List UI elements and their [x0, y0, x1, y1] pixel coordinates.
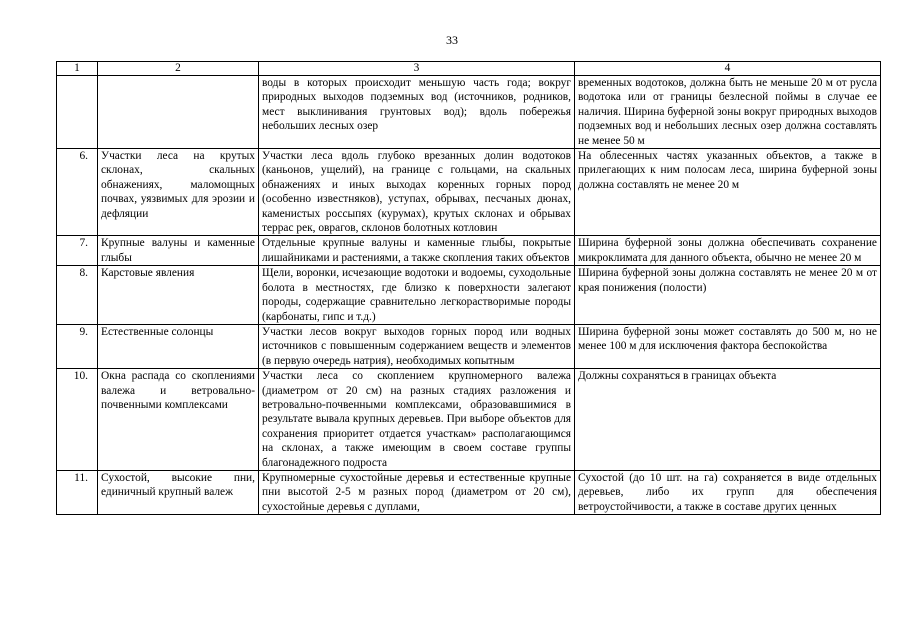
buffer-requirement: Сухостой (до 10 шт. на га) сохраняется в виде отдельных деревьев, либо их групп для обеспечения ветроустойчивости, а также в составе других ценных: [575, 470, 881, 514]
table-row: [57, 266, 881, 325]
object-description: Отдельные крупные валуны и каменные глыбы, покрытые лишайниками и растениями, а также скопления таких объектов: [259, 236, 575, 266]
buffer-requirement: временных водотоков, должна быть не меньше 20 м от русла водотока или от границы безлесной поймы в случае ее наличия. Ширина буферной зоны вокруг природных выходов подземных вод и небольших лесных озер должна составлять не менее 50 м: [575, 76, 881, 149]
buffer-requirement: На облесенных частях указанных объектов, а также в прилегающих к ним полосам леса, ширина буферной зоны должна составлять не менее 20 м: [575, 149, 881, 236]
object-name: Сухостой, высокие пни, единичный крупный валеж: [98, 470, 259, 514]
row-number: 10.: [57, 369, 98, 471]
table-row: [57, 76, 881, 149]
object-name: Естественные солонцы: [98, 324, 259, 368]
table-row: [57, 369, 881, 471]
buffer-requirement: Ширина буферной зоны должна составлять не менее 20 м от края понижения (полости): [575, 266, 881, 325]
buffer-requirement: Ширина буферной зоны может составлять до 500 м, но не менее 100 м для исключения фактора беспокойства: [575, 324, 881, 368]
header-cell: 4: [575, 62, 881, 76]
header-cell: 3: [259, 62, 575, 76]
object-description: Участки лесов вокруг выходов горных пород или водных источников с повышенным содержанием веществ и элементов (в первую очередь натрия), необходимых копытным: [259, 324, 575, 368]
table-header-row: [57, 62, 881, 76]
table-row: [57, 236, 881, 266]
object-name: Участки леса на крутых склонах, скальных обнажениях, маломощных почвах, уязвимых для эрозии и дефляции: [98, 149, 259, 236]
row-number: 9.: [57, 324, 98, 368]
row-number: 6.: [57, 149, 98, 236]
object-name: Карстовые явления: [98, 266, 259, 325]
header-cell: 1: [57, 62, 98, 76]
object-description: воды в которых происходит меньшую часть года; вокруг природных выходов подземных вод (источников, родников, мест выклинивания грунтовых вод); вдоль побережья небольших лесных озер: [259, 76, 575, 149]
table-row: [57, 149, 881, 236]
object-name: Окна распада со скоплениями валежа и ветровально-почвенными комплексами: [98, 369, 259, 471]
forest-objects-table: [56, 61, 881, 515]
row-number: 11.: [57, 470, 98, 514]
page-number: 33: [446, 33, 458, 47]
table-row: [57, 470, 881, 514]
row-number: [57, 76, 98, 149]
object-name: [98, 76, 259, 149]
table-row: [57, 324, 881, 368]
row-number: 7.: [57, 236, 98, 266]
object-description: Щели, воронки, исчезающие водотоки и водоемы, суходольные болота в местностях, где близко к поверхности залегают породы, содержащие сравнительно легкорастворимые породы (карбонаты, гипс и т.д.): [259, 266, 575, 325]
object-description: Участки леса вдоль глубоко врезанных долин водотоков (каньонов, ущелий), на границе с гольцами, на скальных обнажениях и иных выходах коренных горных пород (особенно известняков), уступах, обрывах, песчаных дюнах, каменистых россыпях (курумах), крутых склонах и обрывах террас рек, оврагов, склонов болотных котловин: [259, 149, 575, 236]
object-name: Крупные валуны и каменные глыбы: [98, 236, 259, 266]
object-description: Участки леса со скоплением крупномерного валежа (диаметром от 20 см) на разных стадиях разложения и ветровально-почвенными комплексами, образовавшимися в результате вывала крупных деревьев. При выборе объектов для сохранения приоритет отдается участкам» располагающимся на склонах, а также имеющим в своем составе группы благонадежного подроста: [259, 369, 575, 471]
buffer-requirement: Должны сохраняться в границах объекта: [575, 369, 881, 471]
header-cell: 2: [98, 62, 259, 76]
buffer-requirement: Ширина буферной зоны должна обеспечивать сохранение микроклимата для данного объекта, обычно не менее 20 м: [575, 236, 881, 266]
object-description: Крупномерные сухостойные деревья и естественные крупные пни высотой 2-5 м разных пород (диаметром от 20 см), сухостойные деревья с дуплами,: [259, 470, 575, 514]
row-number: 8.: [57, 266, 98, 325]
